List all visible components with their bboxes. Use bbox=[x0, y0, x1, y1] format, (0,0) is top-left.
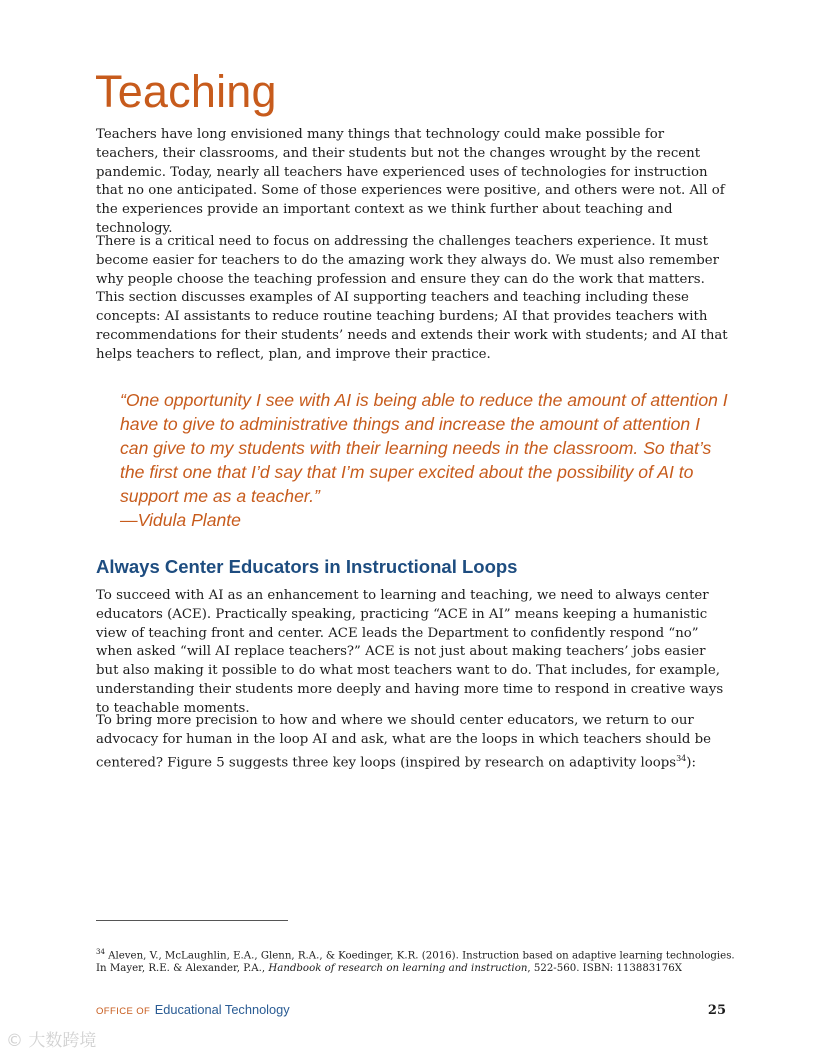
loops-paragraph-text: To bring more precision to how and where we should center educators, we return to our advocacy for human in the loop AI and ask, what are the loops in which teachers should be centered? Figure 5 suggests three key loops (inspired by research on adaptivity loops bbox=[96, 713, 711, 771]
loops-paragraph-end: ): bbox=[686, 755, 696, 771]
footer-office-name: Educational Technology bbox=[154, 1002, 290, 1017]
pull-quote bbox=[120, 388, 730, 532]
footnote-number: 34 bbox=[96, 948, 105, 956]
section-heading: Always Center Educators in Instructional Loops bbox=[96, 556, 518, 577]
quote-text: “One opportunity I see with AI is being able to reduce the amount of attention I have to give to administrative things and increase the amount of attention I can give to my students with their learning needs in the classroom. So that’s the first one that I’d say that I’m super excited about the possibility of AI to support me as a teacher.” bbox=[120, 390, 728, 506]
watermark-text: 大数跨境 bbox=[28, 1031, 97, 1051]
page-title: Teaching bbox=[95, 66, 277, 117]
footer-office-prefix: OFFICE OF bbox=[96, 1006, 151, 1017]
ace-paragraph: To succeed with AI as an enhancement to learning and teaching, we need to always center educators (ACE). Practically speaking, practicing “ACE in AI” means keeping a humanistic view of teaching front and center. ACE leads the Department to confidently respond “no” when asked “will AI replace teachers?” ACE is not just about making teachers’ jobs easier but also making it possible to do what most teachers want to do. That includes, for example, understanding their students more deeply and having more time to respond in creative ways to teachable moments. bbox=[96, 588, 724, 716]
footnote-text-end: , 522-560. ISBN: 113883176X bbox=[527, 963, 682, 975]
intro-paragraph: Teachers have long envisioned many things that technology could make possible for teachers, their classrooms, and their students but not the changes wrought by the recent pandemic. Today, nearly all teachers have experienced uses of technologies for instruction that no one anticipated. Some of those experiences were positive, and others were not. All of the experiences provide an important context as we think further about teaching and technology. bbox=[96, 127, 725, 236]
footer-office bbox=[96, 1001, 290, 1019]
watermark-logo bbox=[6, 1026, 96, 1051]
footnote-book-title: Handbook of research on learning and instruction bbox=[268, 963, 528, 975]
page-number: 25 bbox=[707, 1003, 726, 1018]
footnote bbox=[96, 946, 736, 975]
loops-paragraph bbox=[96, 712, 730, 773]
quote-attribution: —Vidula Plante bbox=[120, 510, 241, 530]
watermark-icon: © bbox=[6, 1031, 23, 1051]
footnote-divider bbox=[96, 920, 288, 921]
footnote-text: Aleven, V., McLaughlin, E.A., Glenn, R.A., & Koedinger, K.R. (2016). Instruction based on adaptive learning technologies. In Mayer, R.E. & Alexander, P.A., bbox=[96, 950, 735, 975]
footnote-reference[interactable]: 34 bbox=[676, 753, 687, 763]
challenges-paragraph: There is a critical need to focus on addressing the challenges teachers experience. It must become easier for teachers to do the amazing work they always do. We must also remember why people choose the teaching profession and ensure they can do the work that matters. This section discusses examples of AI supporting teachers and teaching including these concepts: AI assistants to reduce routine teaching burdens; AI that provides teachers with recommendations for their students’ needs and extends their work with students; and AI that helps teachers to reflect, plan, and improve their practice. bbox=[96, 234, 728, 362]
